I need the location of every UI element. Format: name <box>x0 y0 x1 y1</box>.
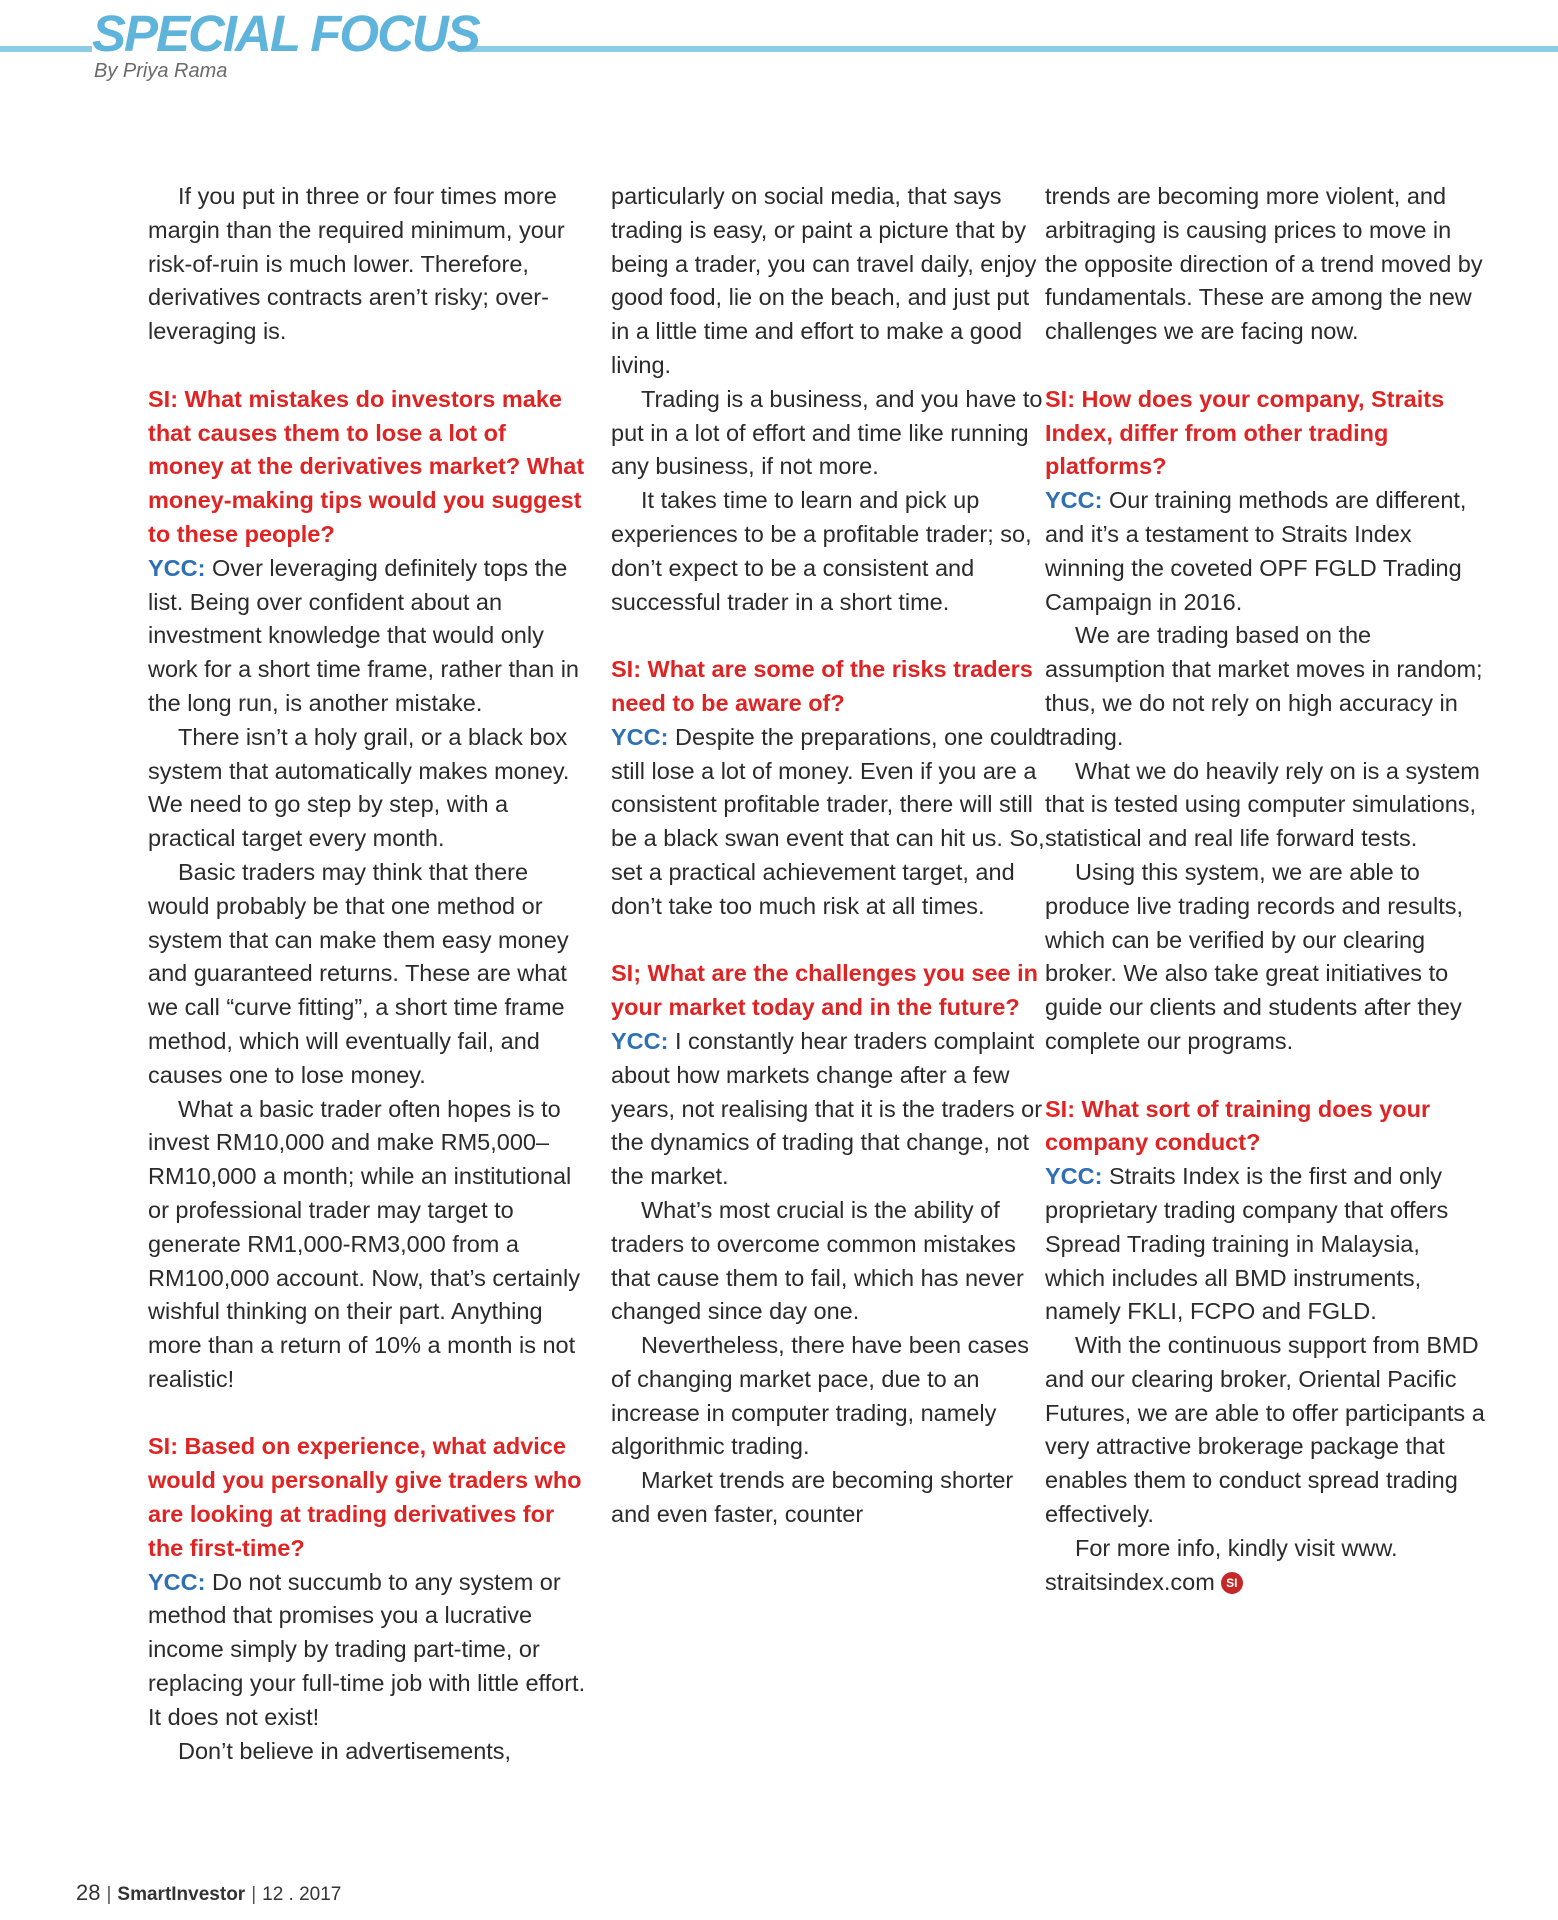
question-heading: SI: What sort of training does your company conduct? <box>1045 1095 1431 1156</box>
publication-name: SmartInvestor <box>117 1884 246 1905</box>
page-header <box>0 0 1558 100</box>
speaker-tag: YCC: <box>1045 487 1103 514</box>
question-heading: SI: How does your company, Straits Index, differ from other trading platforms? <box>1045 385 1445 480</box>
paragraph: With the continuous support from BMD and our clearing broker, Oriental Pacific Futures, we are able to offer participants a very attractive brokerage package that enables them to conduct spread trading effectively. <box>1045 1332 1485 1528</box>
answer-text: Over leveraging definitely tops the list. Being over confident about an investment knowledge that would only work for a short time frame, rather than in the long run, is another mistake. <box>148 554 579 716</box>
answer-paragraph <box>1045 484 1485 619</box>
paragraph: If you put in three or four times more margin than the required minimum, your risk-of-ruin is much lower. Therefore, derivatives contracts aren’t risky; over-leveraging is. <box>148 183 565 345</box>
question-heading: SI: What are some of the risks traders need to be aware of? <box>611 656 1033 716</box>
question-heading: SI: Based on experience, what advice would you personally give traders who are looking at trading derivatives for the first-time? <box>148 1433 582 1561</box>
column-2 <box>611 180 1051 1532</box>
paragraph: We are trading based on the assumption that market moves in random; thus, we do not rely on high accuracy in trading. <box>1045 622 1483 750</box>
speaker-tag: YCC: <box>148 1568 206 1595</box>
paragraph: There isn’t a holy grail, or a black box system that automatically makes money. We need to go step by step, with a practical target every month. <box>148 723 570 852</box>
page-footer: 28 | SmartInvestor | 12 . 2017 <box>76 1880 342 1905</box>
section-title: SPECIAL FOCUS <box>92 5 479 62</box>
paragraph: What’s most crucial is the ability of traders to overcome common mistakes that cause them to fail, which has never changed since day one. <box>611 1196 1024 1325</box>
speaker-tag: YCC: <box>611 723 669 750</box>
paragraph: particularly on social media, that says trading is easy, or paint a picture that by being a trader, you can travel daily, enjoy good food, lie on the beach, and just put in a little time and effort to make a good living. <box>611 183 1037 378</box>
closing-text: For more info, kindly visit www. straitsindex.com <box>1045 1534 1398 1595</box>
paragraph: What we do heavily rely on is a system that is tested using computer simulations, statistical and real life forward tests. <box>1045 757 1480 852</box>
speaker-tag: YCC: <box>1045 1163 1103 1190</box>
closing-paragraph <box>1045 1532 1485 1600</box>
paragraph: What a basic trader often hopes is to invest RM10,000 and make RM5,000–RM10,000 a month; while an institutional or professional trader may target to generate RM1,000-RM3,000 from a RM100,000 account. Now, that’s certainly wishful thinking on their part. Anything more than a return of 10% a month is not realistic! <box>148 1095 580 1392</box>
speaker-tag: YCC: <box>148 554 206 581</box>
answer-text: I constantly hear traders complaint about how markets change after a few years, not realising that it is the traders or the dynamics of trading that change, not the market. <box>611 1027 1043 1190</box>
answer-paragraph <box>148 1566 588 1735</box>
speaker-tag: YCC: <box>611 1027 669 1054</box>
paragraph: Don’t believe in advertisements, <box>178 1737 512 1764</box>
answer-text: Our training methods are different, and it’s a testament to Straits Index winning the coveted OPF FGLD Trading Campaign in 2016. <box>1045 487 1467 615</box>
answer-paragraph <box>148 552 588 721</box>
header-rule-right <box>457 46 1558 52</box>
header-rule-left <box>0 46 92 52</box>
page-number: 28 <box>76 1880 101 1905</box>
answer-text: Despite the preparations, one could still lose a lot of money. Even if you are a consistent profitable trader, there will still be a black swan event that can hit us. So, set a practical achievement target, and don’t take too much risk at all times. <box>611 723 1047 919</box>
answer-paragraph <box>611 721 1051 924</box>
paragraph: Nevertheless, there have been cases of changing market pace, due to an increase in computer trading, namely algorithmic trading. <box>611 1332 1029 1460</box>
paragraph: Using this system, we are able to produce live trading records and results, which can be verified by our clearing broker. We also take great initiatives to guide our clients and students after they complete our programs. <box>1045 858 1463 1054</box>
answer-paragraph <box>611 1025 1051 1194</box>
paragraph: Basic traders may think that there would probably be that one method or system that can make them easy money and guaranteed returns. These are what we call “curve fitting”, a short time frame method, which will eventually fail, and causes one to lose money. <box>148 858 569 1088</box>
answer-paragraph <box>1045 1160 1485 1329</box>
question-heading: SI: What mistakes do investors make that causes them to lose a lot of money at the derivatives market? What money-making tips would you suggest to these people? <box>148 385 585 547</box>
paragraph: It takes time to learn and pick up experiences to be a profitable trader; so, don’t expect to be a consistent and successful trader in a short time. <box>611 487 1032 615</box>
column-3 <box>1045 180 1485 1599</box>
byline: By Priya Rama <box>94 60 228 82</box>
paragraph: Trading is a business, and you have to put in a lot of effort and time like running any business, if not more. <box>611 385 1043 480</box>
paragraph: Market trends are becoming shorter and even faster, counter <box>611 1467 1014 1528</box>
question-heading: SI; What are the challenges you see in your market today and in the future? <box>611 960 1039 1021</box>
paragraph: trends are becoming more violent, and arbitraging is causing prices to move in the opposite direction of a trend moved by fundamentals. These are among the new challenges we are facing now. <box>1045 183 1483 345</box>
answer-text: Straits Index is the first and only proprietary trading company that offers Spread Trading training in Malaysia, which includes all BMD instruments, namely FKLI, FCPO and FGLD. <box>1045 1163 1449 1325</box>
column-1 <box>148 180 588 1768</box>
answer-text: Do not succumb to any system or method that promises you a lucrative income simply by trading part-time, or replacing your full-time job with little effort. It does not exist! <box>148 1568 586 1730</box>
si-end-mark-icon: SI <box>1221 1572 1243 1594</box>
issue-date: 12 . 2017 <box>262 1884 342 1905</box>
